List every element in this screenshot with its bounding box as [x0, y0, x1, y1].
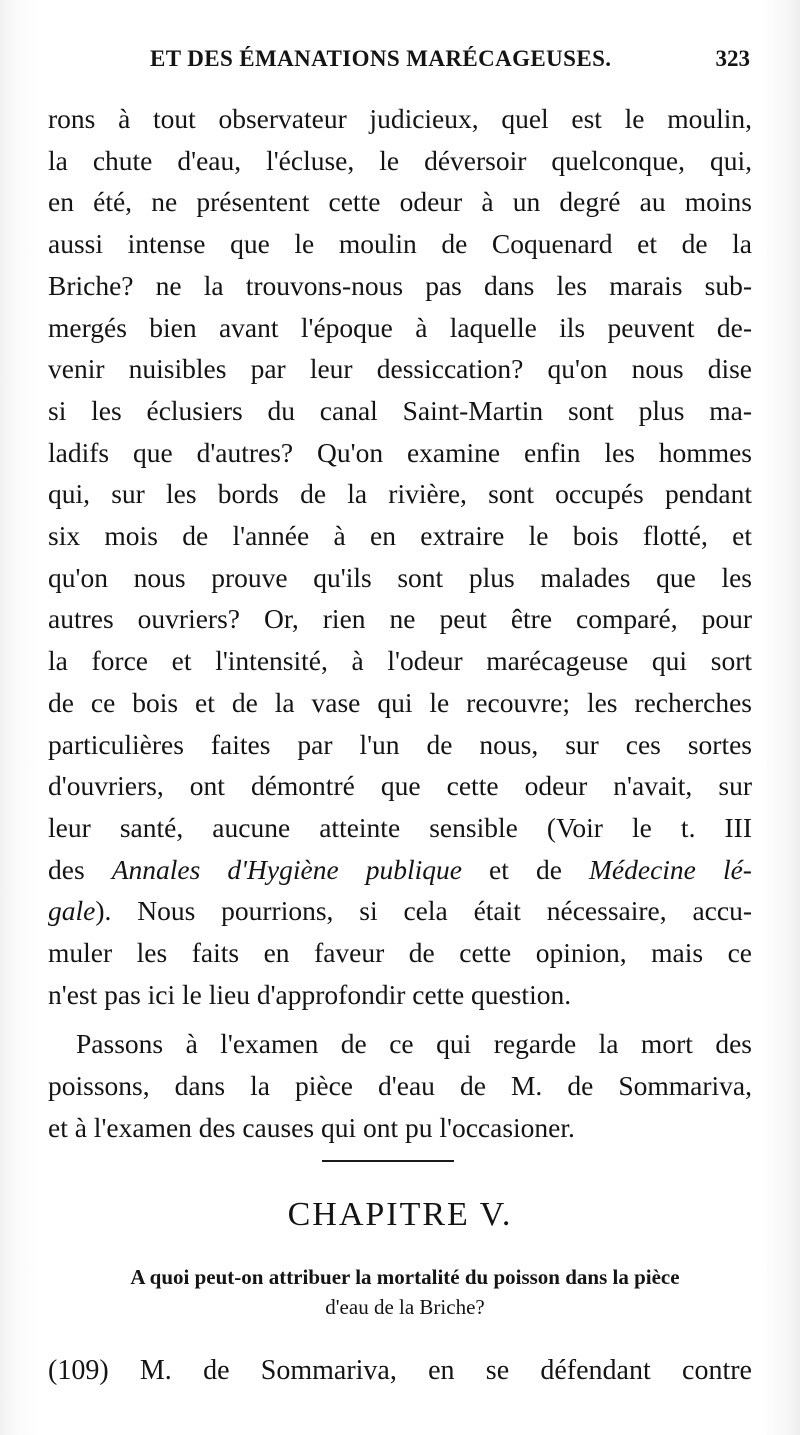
text-line: Briche? ne la trouvons-nous pas dans les marais sub-	[48, 269, 752, 301]
text-line: rons à tout observateur judicieux, quel est le moulin,	[48, 103, 752, 134]
text-line: muler les faits en faveur de cette opinion, mais ce	[48, 937, 752, 969]
text-segment: et de	[461, 853, 589, 885]
text-line: particulières faites par l'un de nous, sur ces sortes	[48, 728, 752, 760]
text-line: ladifs que d'autres? Qu'on examine enfin les hommes	[48, 436, 752, 468]
page-number: 323	[715, 46, 750, 71]
text-segment: ). Nous pourrions, si cela était nécessaire, accu-	[95, 895, 752, 927]
chapter-title: CHAPITRE V.	[287, 1196, 513, 1233]
chapter-subtitle-line: A quoi peut-on attribuer la mortalité du poisson dans la pièce	[130, 1265, 680, 1289]
text-line-with-citation	[48, 849, 752, 891]
text-line-with-citation	[48, 890, 752, 932]
text-line: d'ouvriers, ont démontré que cette odeur n'avait, sur	[48, 770, 752, 802]
text-line: Passons à l'examen de ce qui regarde la mort des	[76, 1028, 752, 1060]
text-line: qu'on nous prouve qu'ils sont plus malades que les	[48, 561, 752, 593]
chapter-subtitle	[80, 1262, 730, 1322]
text-segment: des	[48, 853, 112, 885]
text-line: six mois de l'année à en extraire le bois flotté, et	[48, 520, 752, 552]
text-line: leur santé, aucune atteinte sensible (Voir le t. III	[48, 811, 752, 843]
text-line: n'est pas ici le lieu d'approfondir cette question.	[48, 978, 572, 1010]
section-divider	[322, 1160, 454, 1162]
chapter-subtitle-line: d'eau de la Briche?	[325, 1295, 485, 1319]
text-line: mergés bien avant l'époque à laquelle ils peuvent de-	[48, 311, 752, 343]
body-text	[48, 98, 752, 1149]
italic-journal-title-part: Médecine lé-	[589, 853, 752, 885]
text-line: et à l'examen des causes qui ont pu l'occasioner.	[48, 1111, 575, 1143]
section-opening-line: (109) M. de Sommariva, en se défendant contre	[48, 1355, 752, 1386]
paragraph-2	[48, 1023, 752, 1148]
text-line: aussi intense que le moulin de Coquenard et de la	[48, 228, 752, 260]
paragraph-1	[48, 98, 752, 1015]
text-line: la force et l'intensité, à l'odeur marécageuse qui sort	[48, 645, 752, 677]
italic-journal-title-end: gale	[48, 895, 96, 927]
text-line: qui, sur les bords de la rivière, sont occupés pendant	[48, 478, 752, 510]
text-line: de ce bois et de la vase qui le recouvre; les recherches	[48, 686, 752, 718]
text-line: en été, ne présentent cette odeur à un degré au moins	[48, 186, 752, 218]
text-line: si les éclusiers du canal Saint-Martin sont plus ma-	[48, 394, 752, 426]
text-line: autres ouvriers? Or, rien ne peut être comparé, pour	[48, 603, 752, 635]
running-head: ET DES ÉMANATIONS MARÉCAGEUSES.	[150, 46, 612, 71]
text-line: venir nuisibles par leur dessiccation? qu'on nous dise	[48, 353, 752, 385]
italic-journal-title: Annales d'Hygiène publique	[111, 853, 462, 885]
text-line: la chute d'eau, l'écluse, le déversoir quelconque, qui,	[48, 144, 752, 176]
page-header	[150, 46, 750, 80]
text-line: poissons, dans la pièce d'eau de M. de Sommariva,	[48, 1070, 752, 1102]
